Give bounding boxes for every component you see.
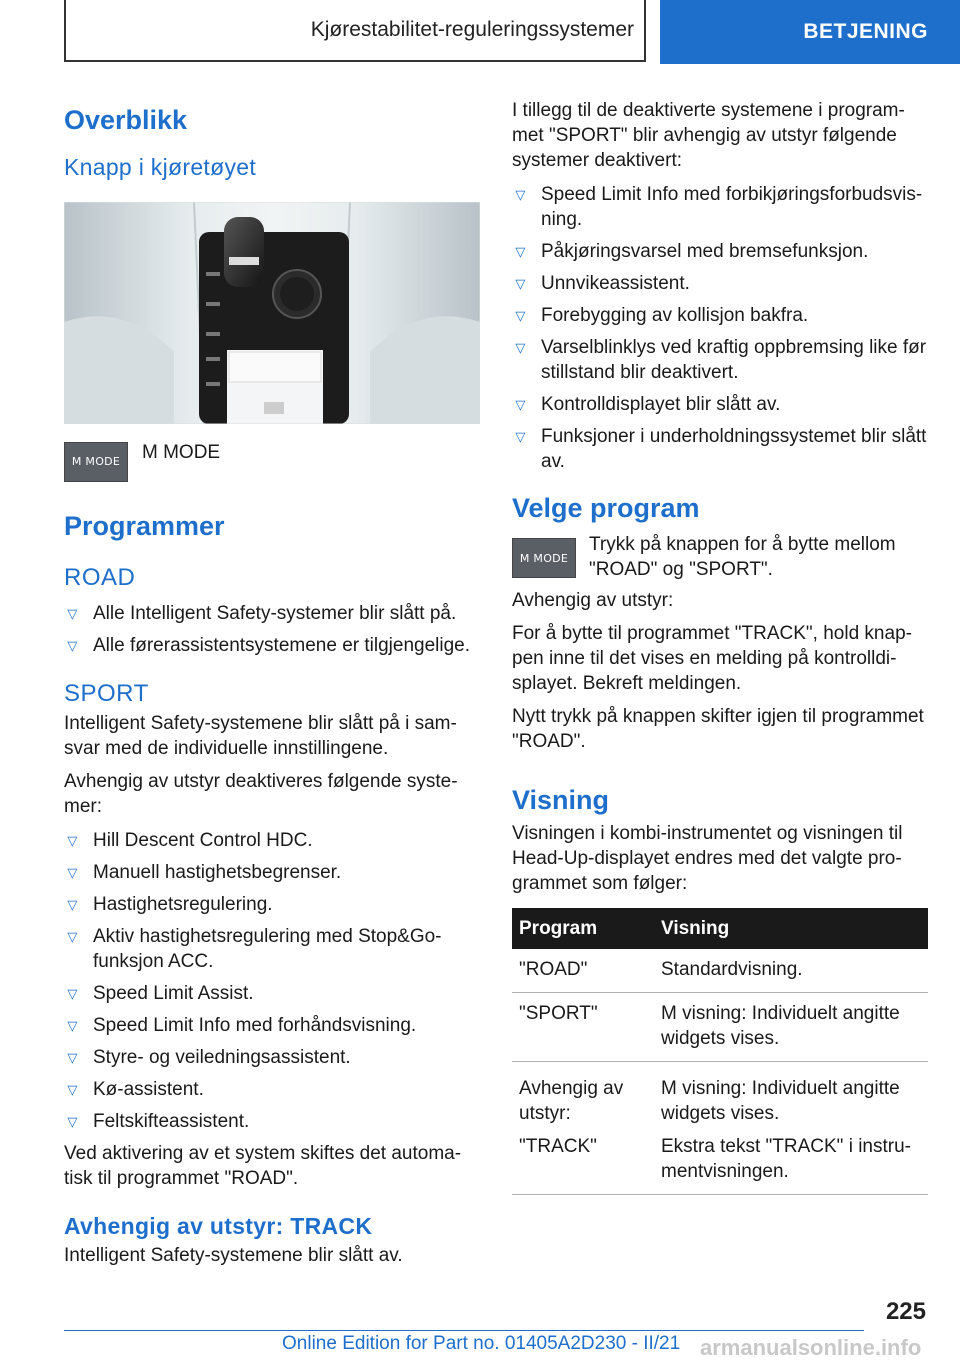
- watermark-text: armanualsonline.info: [700, 1335, 922, 1360]
- select-paragraph-3: For å bytte til programmet "TRACK", hold knappen inne til det vises en melding på kontrolldisplayet. Bekreft meldingen.: [512, 623, 912, 695]
- deactivated-list: [512, 182, 928, 474]
- table-header-display: Visning: [654, 908, 928, 949]
- table-cell-program: "SPORT": [512, 992, 654, 1061]
- chapter-title-text: BETJENING: [803, 20, 928, 43]
- track-paragraph: Intelligent Safety-systemene blir slått av.: [64, 1244, 403, 1266]
- list-item: ▷ Aktiv hastighetsregulering med Stop&Go-funksjon ACC.: [64, 924, 480, 974]
- table-row: [512, 949, 928, 993]
- list-item: ▷ Hill Descent Control HDC.: [64, 828, 480, 853]
- sport-paragraph-1: Intelligent Safety-systemene blir slått på i samsvar med de individuelle innstillingene.: [64, 712, 457, 759]
- list-item: ▷ Funksjoner i underholdningssystemet blir slått av.: [512, 424, 928, 474]
- table-cell-program-a: Avhengig av utstyr:: [519, 1077, 624, 1124]
- list-item: ▷ Feltskifteassistent.: [64, 1109, 480, 1134]
- select-paragraph-4: Nytt trykk på knappen skifter igjen til programmet "ROAD".: [512, 706, 924, 753]
- header-chapter-tab: [660, 0, 960, 64]
- table-cell-display: [654, 1061, 928, 1194]
- list-item: ▷ Manuell hastighetsbegrenser.: [64, 860, 480, 885]
- list-item: ▷ Styre- og veiledningsassistent.: [64, 1045, 480, 1070]
- footer-divider: [64, 1330, 864, 1331]
- program-display-table: [512, 908, 928, 1195]
- mmode-legend-row: [64, 442, 480, 482]
- select-paragraph-1: Trykk på knappen for å bytte mellom "ROAD" og "SPORT".: [589, 534, 896, 581]
- list-item: ▷ Påkjøringsvarsel med bremsefunksjon.: [512, 239, 928, 264]
- sport-heading: SPORT: [64, 680, 149, 708]
- list-item: ▷ Speed Limit Info med forbikjøringsforbudsvisning.: [512, 182, 928, 232]
- table-row: [512, 992, 928, 1061]
- button-heading: Knapp i kjøretøyet: [64, 154, 257, 181]
- list-item: ▷ Speed Limit Assist.: [64, 981, 480, 1006]
- select-program-row: [512, 532, 928, 582]
- table-cell-display: Standardvisning.: [654, 949, 928, 993]
- table-cell-display: M visning: Individuelt angitte widgets vises.: [654, 992, 928, 1061]
- road-heading: ROAD: [64, 564, 136, 592]
- list-item: ▷ Alle førerassistentsystemene er tilgjengelige.: [64, 633, 480, 658]
- table-header-program: Program: [512, 908, 654, 949]
- mmode-button-icon: M MODE: [64, 442, 128, 482]
- intro-paragraph: I tillegg til de deaktiverte systemene i programmet "SPORT" blir avhengig av utstyr følgende systemer deaktivert:: [512, 100, 905, 171]
- select-paragraph-2: Avhengig av utstyr:: [512, 590, 674, 612]
- list-item: ▷ Unnvikeassistent.: [512, 271, 928, 296]
- road-list: [64, 601, 480, 658]
- left-column: [64, 96, 480, 1268]
- list-item: ▷ Kø-assistent.: [64, 1077, 480, 1102]
- mmode-button-icon: M MODE: [512, 538, 576, 578]
- select-program-heading: Velge program: [512, 493, 700, 523]
- table-cell-display-b: Ekstra tekst "TRACK" i instrumentvisningen.: [661, 1135, 911, 1182]
- right-column: [512, 96, 928, 1195]
- overview-heading: Overblikk: [64, 105, 188, 135]
- sport-list: [64, 828, 480, 1134]
- edition-text: Online Edition for Part no. 01405A2D230 - II/21: [282, 1333, 681, 1354]
- list-item: ▷ Hastighetsregulering.: [64, 892, 480, 917]
- list-item: ▷ Alle Intelligent Safety-systemer blir slått på.: [64, 601, 480, 626]
- table-row: [512, 1061, 928, 1194]
- list-item: ▷ Varselblinklys ved kraftig oppbremsing like før stillstand blir deaktivert.: [512, 335, 928, 385]
- page-number: 225: [885, 1298, 926, 1325]
- track-heading: Avhengig av utstyr: TRACK: [64, 1212, 373, 1239]
- list-item: ▷ Kontrolldisplayet blir slått av.: [512, 392, 928, 417]
- display-paragraph: Visningen i kombi-instrumentet og visningen til Head-Up-displayet endres med det valgte programmet som følger:: [512, 822, 903, 894]
- table-cell-program: [512, 1061, 654, 1194]
- list-item: ▷ Speed Limit Info med forhåndsvisning.: [64, 1013, 480, 1038]
- table-cell-program-b: "TRACK": [519, 1135, 597, 1157]
- header-section-title: [64, 0, 646, 62]
- mmode-caption: M MODE: [142, 441, 221, 463]
- sport-paragraph-3: Ved aktivering av et system skiftes det automatisk til programmet "ROAD".: [64, 1142, 462, 1189]
- list-item: ▷ Forebygging av kollisjon bakfra.: [512, 303, 928, 328]
- sport-paragraph-2: Avhengig av utstyr deaktiveres følgende systemer:: [64, 770, 458, 817]
- table-cell-display-a: M visning: Individuelt angitte widgets vises.: [661, 1077, 900, 1124]
- display-heading: Visning: [512, 785, 610, 816]
- programs-heading: Programmer: [64, 510, 225, 541]
- table-cell-program: "ROAD": [512, 949, 654, 993]
- section-title-text: Kjørestabilitet-reguleringssystemer: [310, 18, 634, 41]
- center-console-photo: [64, 202, 480, 424]
